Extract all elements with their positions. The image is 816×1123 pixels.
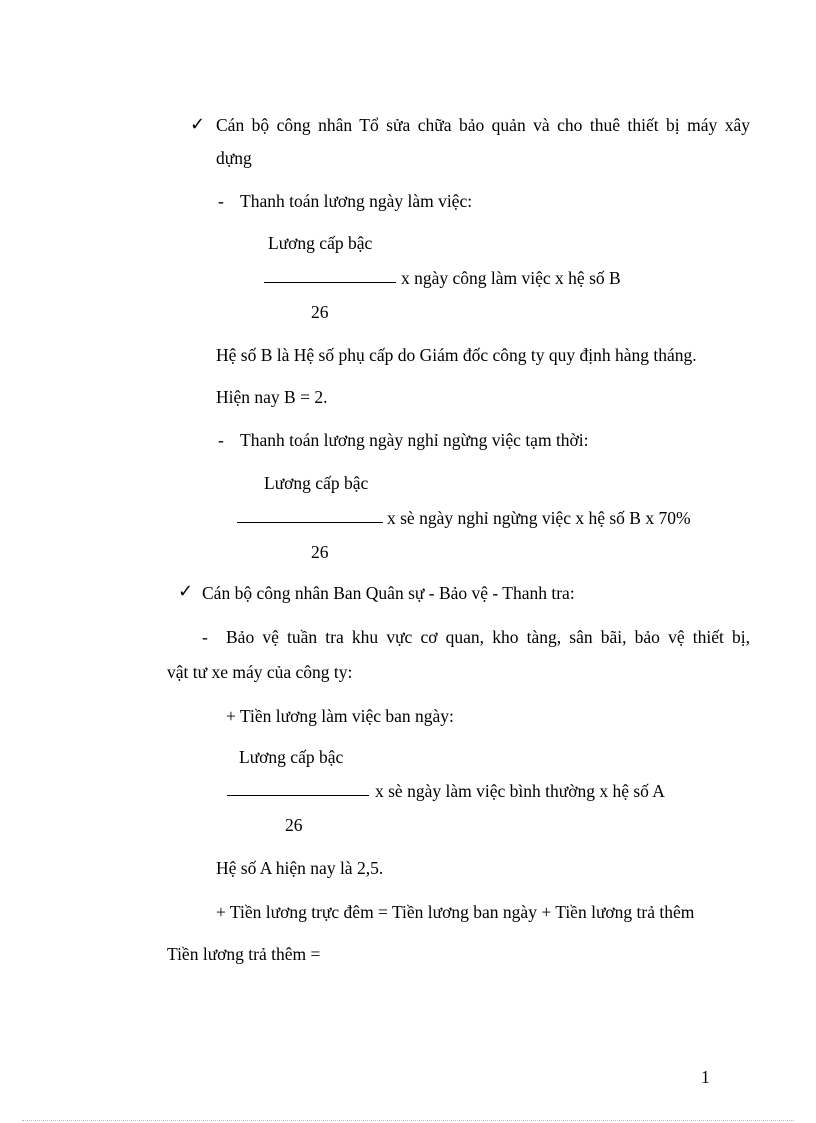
formula-text: x ngày công làm việc x hệ số B [401,268,621,288]
bullet-dash: - [218,191,224,211]
bullet-dash: - [218,430,224,450]
fraction-denominator: 26 [311,302,329,322]
page-bottom-border [22,1120,794,1121]
checkmark-icon: ✓ [178,581,194,602]
item-patrol-line2: vật tư xe máy của công ty: [167,662,353,682]
section1-heading-line1: Cán bộ công nhân Tổ sửa chữa bảo quản và cho thuê thiết bị máy xây [216,115,750,135]
section2-heading: Cán bộ công nhân Ban Quân sự - Bảo vệ - Thanh tra: [202,583,575,603]
item-work-day-pay: Thanh toán lương ngày làm việc: [240,191,473,211]
note-coefficient-a: Hệ số A hiện nay là 2,5. [216,858,384,878]
formula-text: x sè ngày làm việc bình thường x hệ số A [375,781,665,801]
fraction-numerator: Lương cấp bậc [264,473,369,493]
fraction-numerator: Lương cấp bậc [268,233,373,253]
note-coefficient-b: Hệ số B là Hệ số phụ cấp do Giám đốc công ty quy định hàng tháng. [216,345,697,365]
formula-text: x sè ngày nghỉ ngừng việc x hệ số B x 70% [387,508,691,528]
bullet-dash: - [202,627,208,647]
page-number: 1 [701,1067,710,1087]
fraction-denominator: 26 [285,815,303,835]
fraction-bar [264,282,396,283]
sub-day-pay: + Tiền lương làm việc ban ngày: [226,706,454,726]
sub-night-pay: + Tiền lương trực đêm = Tiền lương ban ngày + Tiền lương trả thêm [216,902,695,922]
fraction-numerator: Lương cấp bậc [239,747,344,767]
fraction-denominator: 26 [311,542,329,562]
item-patrol-line1: Bảo vệ tuần tra khu vực cơ quan, kho tàng, sân bãi, bảo vệ thiết bị, [226,627,750,647]
note-current-b: Hiện nay B = 2. [216,387,328,407]
fraction-bar [237,522,383,523]
section1-heading-line2: dựng [216,148,252,168]
item-suspension-pay: Thanh toán lương ngày nghỉ ngừng việc tạm thời: [240,430,589,450]
checkmark-icon: ✓ [190,114,206,135]
fraction-bar [227,795,369,796]
extra-pay-label: Tiền lương trả thêm = [167,944,321,964]
